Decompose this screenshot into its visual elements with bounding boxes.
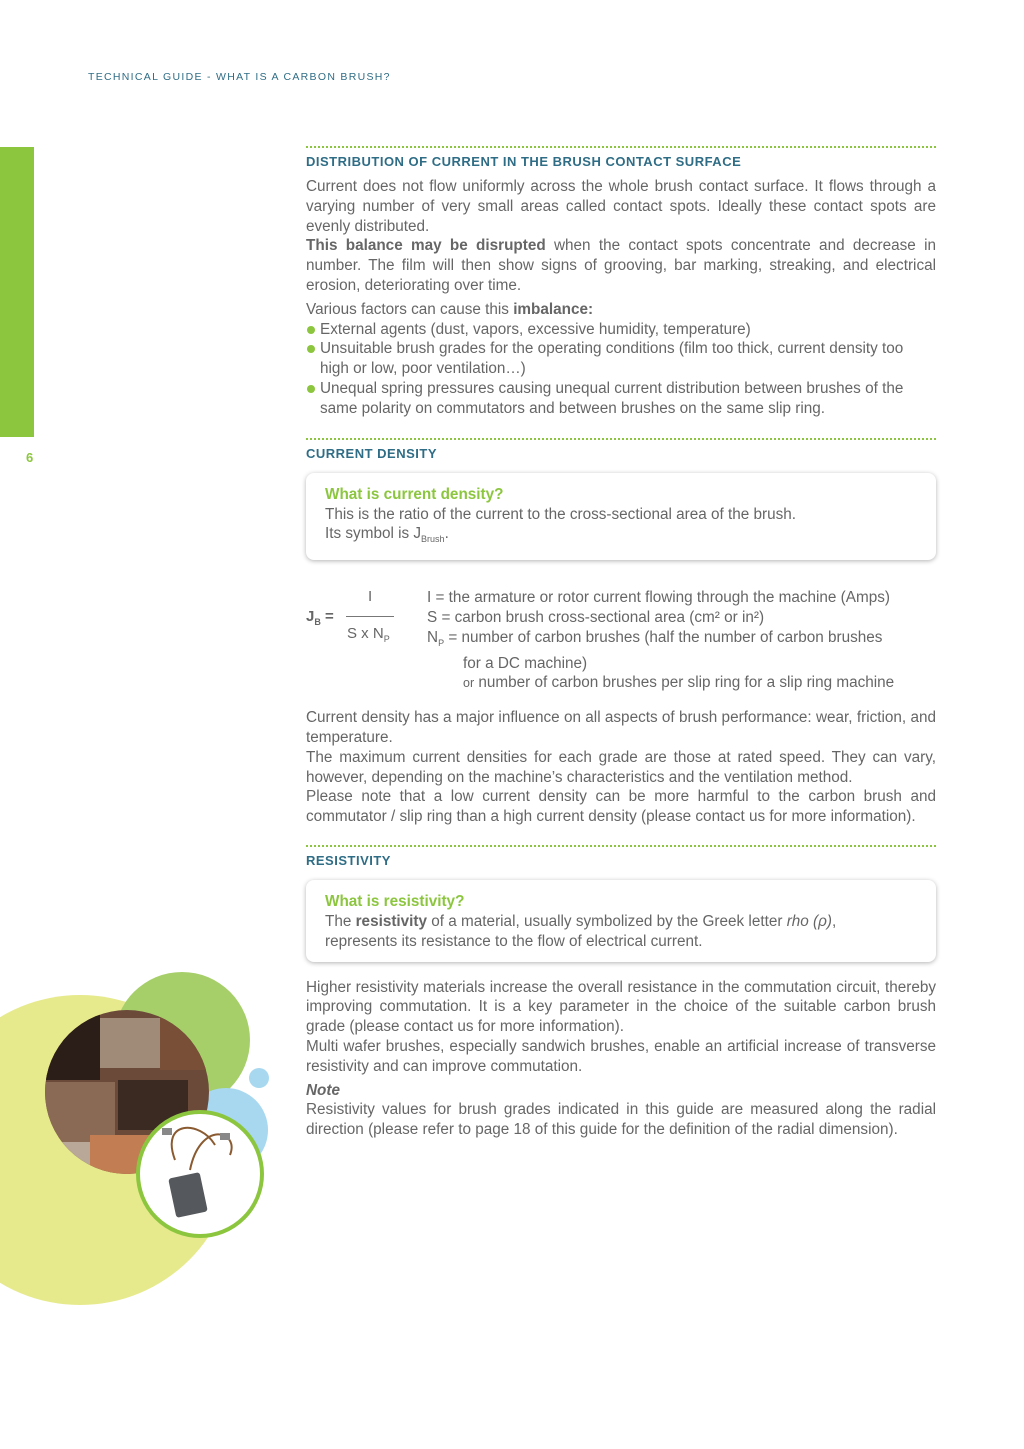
- paragraph: The maximum current densities for each grade are those at rated speed. They can vary, however, depending on the machine’s characteristics and the ventilation method.: [306, 748, 936, 786]
- bold-text: resistivity: [355, 912, 428, 930]
- paragraph: [306, 300, 936, 320]
- decorative-image-cluster: [0, 970, 300, 1310]
- bold-text: This balance may be disrupted: [306, 237, 546, 255]
- definition-line: for a DC machine): [463, 654, 588, 672]
- formula-lhs: [306, 608, 334, 627]
- text: of a material, usually symbolized by the Greek letter: [427, 912, 787, 930]
- text: N: [427, 628, 439, 646]
- bullet-list: [306, 320, 936, 419]
- paragraph: [306, 236, 936, 295]
- section-title-distribution: DISTRIBUTION OF CURRENT IN THE BRUSH CONTACT SURFACE: [306, 146, 936, 169]
- list-item: Unsuitable brush grades for the operating conditions (film too thick, current density too high or low, poor ventilation…): [306, 339, 936, 379]
- paragraph: Multi wafer brushes, especially sandwich brushes, enable an artificial increase of transverse resistivity and can improve commutation.: [306, 1037, 936, 1075]
- box-text: represents its resistance to the flow of electrical current.: [325, 932, 703, 950]
- section-title-current-density: CURRENT DENSITY: [306, 438, 936, 461]
- subscript: P: [383, 634, 390, 645]
- italic-text: rho (ρ): [786, 912, 832, 930]
- text: ,: [832, 912, 837, 930]
- definition-box-resistivity: [306, 880, 936, 962]
- box-title: What is current density?: [325, 485, 504, 503]
- definition-line: I = the armature or rotor current flowing through the machine (Amps): [427, 589, 890, 607]
- subscript: P: [438, 637, 445, 648]
- side-accent-bar: [0, 147, 34, 437]
- formula-definitions: [427, 588, 894, 694]
- small-blue-dot: [249, 1068, 269, 1088]
- note-text: Resistivity values for brush grades indicated in this guide are measured along the radial direction (please refer to page 18 of this guide for the definition of the radial dimension).: [306, 1101, 936, 1139]
- text: = number of carbon brushes (half the number of carbon brushes: [444, 628, 883, 646]
- definition-line: S = carbon brush cross-sectional area (cm² or in²): [427, 609, 765, 626]
- box-text: [325, 524, 918, 550]
- paragraph: Current does not flow uniformly across the whole brush contact surface. It flows through a varying number of very small areas called contact spots. Ideally these contact spots are evenly distributed.: [306, 178, 936, 235]
- paragraph: Current density has a major influence on all aspects of brush performance: wear, friction, and temperature.: [306, 709, 936, 746]
- text: when the contact spots concentrate and decrease in number. The film will then show signs of grooving, bar marking, streaking, and electrical erosion, deteriorating over time.: [306, 237, 936, 294]
- running-header: TECHNICAL GUIDE - WHAT IS A CARBON BRUSH?: [88, 71, 391, 83]
- box-text: This is the ratio of the current to the cross-sectional area of the brush.: [325, 505, 797, 523]
- box-text: [325, 912, 918, 932]
- text: The: [325, 912, 356, 930]
- list-item: External agents (dust, vapors, excessive humidity, temperature): [306, 320, 936, 340]
- definition-line: [427, 628, 894, 654]
- section-title-resistivity: RESISTIVITY: [306, 845, 936, 868]
- definition-line: [427, 673, 894, 694]
- text: J: [306, 608, 315, 626]
- text: S x N: [347, 625, 384, 643]
- bold-text: imbalance:: [513, 300, 594, 318]
- paragraph: Higher resistivity materials increase the overall resistance in the commutation circuit, thereby improving commutation. It is a key parameter in the choice of the suitable carbon brush grade (please contact us for more information).: [306, 978, 936, 1036]
- text: or: [463, 676, 475, 691]
- page-number: 6: [26, 450, 34, 465]
- text: number of carbon brushes per slip ring for a slip ring machine: [474, 674, 895, 692]
- text: Various factors can cause this: [306, 300, 514, 318]
- subscript: Brush: [421, 534, 445, 545]
- text: =: [320, 608, 334, 626]
- definition-box-current-density: [306, 473, 936, 561]
- formula-numerator: I: [368, 588, 373, 606]
- main-content: [306, 146, 936, 1140]
- list-item: Unequal spring pressures causing unequal current distribution between brushes of the same polarity on commutators and between brushes on the same slip ring.: [306, 379, 936, 419]
- current-density-formula: [306, 588, 936, 700]
- box-title: What is resistivity?: [325, 892, 465, 910]
- formula-denominator: [347, 625, 390, 644]
- subscript: B: [314, 617, 321, 628]
- paragraph: Please note that a low current density can be more harmful to the carbon brush and commutator / slip ring than a high current density (please contact us for more information).: [306, 788, 936, 826]
- note-title: Note: [306, 1081, 340, 1099]
- text: Its symbol is J: [325, 525, 422, 543]
- text: .: [444, 525, 449, 543]
- fraction-line: [346, 616, 394, 617]
